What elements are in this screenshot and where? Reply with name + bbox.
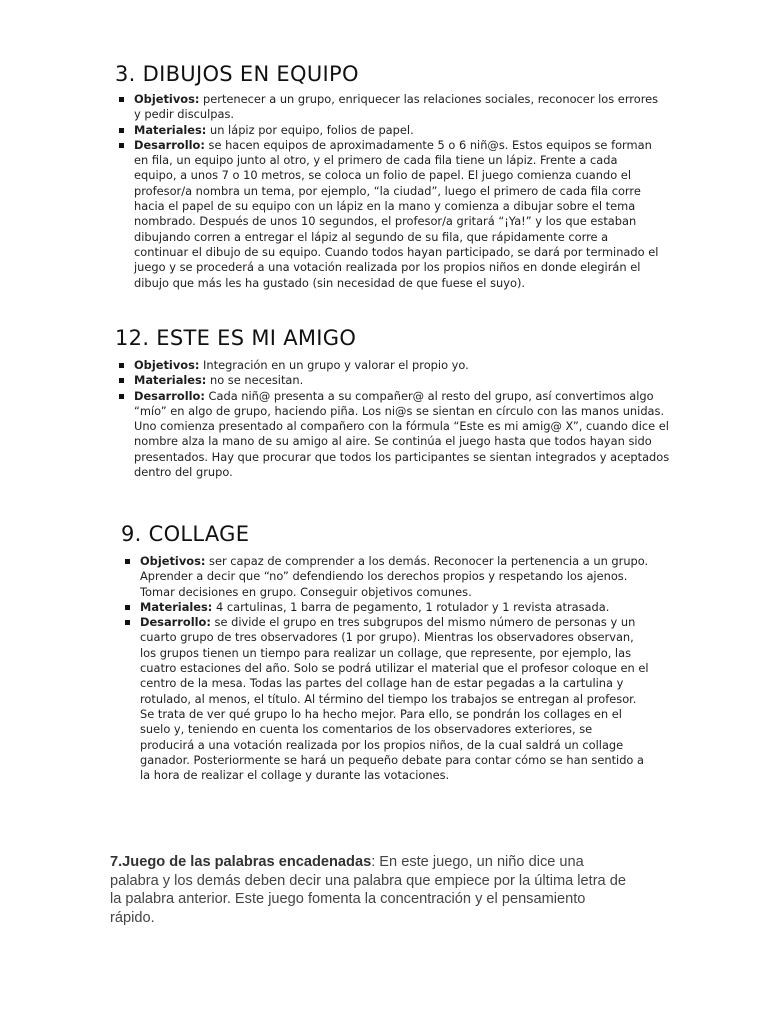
item-label: Objetivos: — [134, 92, 200, 106]
list-item — [121, 615, 649, 783]
item-label: Objetivos: — [140, 554, 206, 568]
item-label: Materiales: — [140, 599, 213, 614]
item-text: Integración en un grupo y valorar el propio yo. — [199, 358, 469, 372]
item-text: se hacen equipos de aproximadamente 5 o 6 niñ@s. Estos equipos se forman en fila, un equipo junto al otro, y el primero de cada fila tiene un lápiz. Frente a cada equipo, a unos 7 o 10 metros, se coloca un folio de papel. El juego comienza cuando el profesor/a nombra un tema, por ejemplo, “la ciudad”, luego el primero de cada fila corre hacia el papel de su equipo con un lápiz en la mano y comienza a dibujar sobre el tema nombrado. Después de unos 10 segundos, el profesor/a gritará “¡Ya!” y los que estaban dibujando corren a entregar el lápiz al segundo de su fila, que rápidamente corre a continuar el dibujo de su equipo. Cuando todos hayan participado, se dará por terminado el juego y se procederá a una votación realizada por los propios niños en donde elegirán el dibujo que más les ha gustado (sin necesidad de que fuese el suyo). — [134, 137, 659, 290]
bullet-list — [121, 554, 649, 783]
list-item — [115, 358, 670, 373]
section-title: 3. DIBUJOS EN EQUIPO — [115, 62, 359, 86]
bullet-list — [115, 358, 670, 480]
item-text: no se necesitan. — [206, 373, 304, 388]
list-item — [115, 389, 670, 481]
list-item — [115, 138, 660, 291]
item-label: Desarrollo: — [134, 388, 205, 403]
list-item — [115, 123, 660, 138]
section-title: 12. ESTE ES MI AMIGO — [115, 326, 357, 350]
item-text: se divide el grupo en tres subgrupos del mismo número de personas y un cuarto grupo de tres observadores (1 por grupo). Mientras los observadores observan, los grupos tienen un tiempo para realizar un collage, que represente, por ejemplo, las cuatro estaciones del año. Solo se podrá utilizar el material que el profesor coloque en el centro de la mesa. Todas las partes del collage han de estar pegadas a la cartulina y rotulado, al menos, el título. Al término del tiempo los trabajos se entregan al profesor. Se trata de ver qué grupo lo ha hecho mejor. Para ello, se pondrán los collages en el suelo y, teniendo en cuenta los comentarios de los observadores exteriores, se producirá a una votación realizada por los propios niños, de la cual saldrá un collage ganador. Posteriormente se hará un pequeño debate para contar cómo se han sentido a la hora de realizar el collage y durante las votaciones. — [140, 615, 649, 783]
item-text: ser capaz de comprender a los demás. Reconocer la pertenencia a un grupo. Aprender a decir que “no” defendiendo los derechos propios y respetando los ajenos. Tomar decisiones en grupo. Conseguir objetivos comunes. — [140, 554, 649, 599]
closing-paragraph — [110, 853, 630, 927]
closing-text: : En este juego, un niño dice una palabra y los demás deben decir una palabra que empiece por la última letra de la palabra anterior. Este juego fomenta la concentración y el pensamiento rápido. — [110, 854, 626, 926]
list-item — [115, 373, 670, 388]
section-dibujos-en-equipo — [115, 62, 660, 291]
list-item — [121, 554, 649, 600]
item-label: Desarrollo: — [134, 137, 205, 152]
list-item — [121, 600, 649, 615]
item-text: pertenecer a un grupo, enriquecer las relaciones sociales, reconocer los errores y pedir disculpas. — [134, 92, 659, 122]
item-text: Cada niñ@ presenta a su compañer@ al resto del grupo, así convertimos algo “mío” en algo de grupo, haciendo piña. Los ni@s se sientan en círculo con las manos unidas. Uno comienza presentado al compañero con la fórmula “Este es mi amig@ X”, cuando dice el nombre alza la mano de su amigo al aire. Se continúa el juego hasta que todos hayan sido presentados. Hay que procurar que todos los participantes se sientan integrados y aceptados dentro del grupo. — [134, 388, 670, 480]
list-item — [115, 92, 660, 123]
item-label: Materiales: — [134, 122, 207, 137]
item-text: 4 cartulinas, 1 barra de pegamento, 1 rotulador y 1 revista atrasada. — [212, 599, 610, 614]
item-text: un lápiz por equipo, folios de papel. — [206, 122, 414, 137]
item-label: Materiales: — [134, 373, 207, 388]
closing-label: 7.Juego de las palabras encadenadas — [110, 854, 372, 870]
item-label: Objetivos: — [134, 358, 200, 372]
section-collage — [121, 522, 649, 783]
section-title: 9. COLLAGE — [121, 522, 250, 546]
section-este-es-mi-amigo — [115, 326, 670, 480]
bullet-list — [115, 92, 660, 291]
item-label: Desarrollo: — [140, 615, 211, 630]
